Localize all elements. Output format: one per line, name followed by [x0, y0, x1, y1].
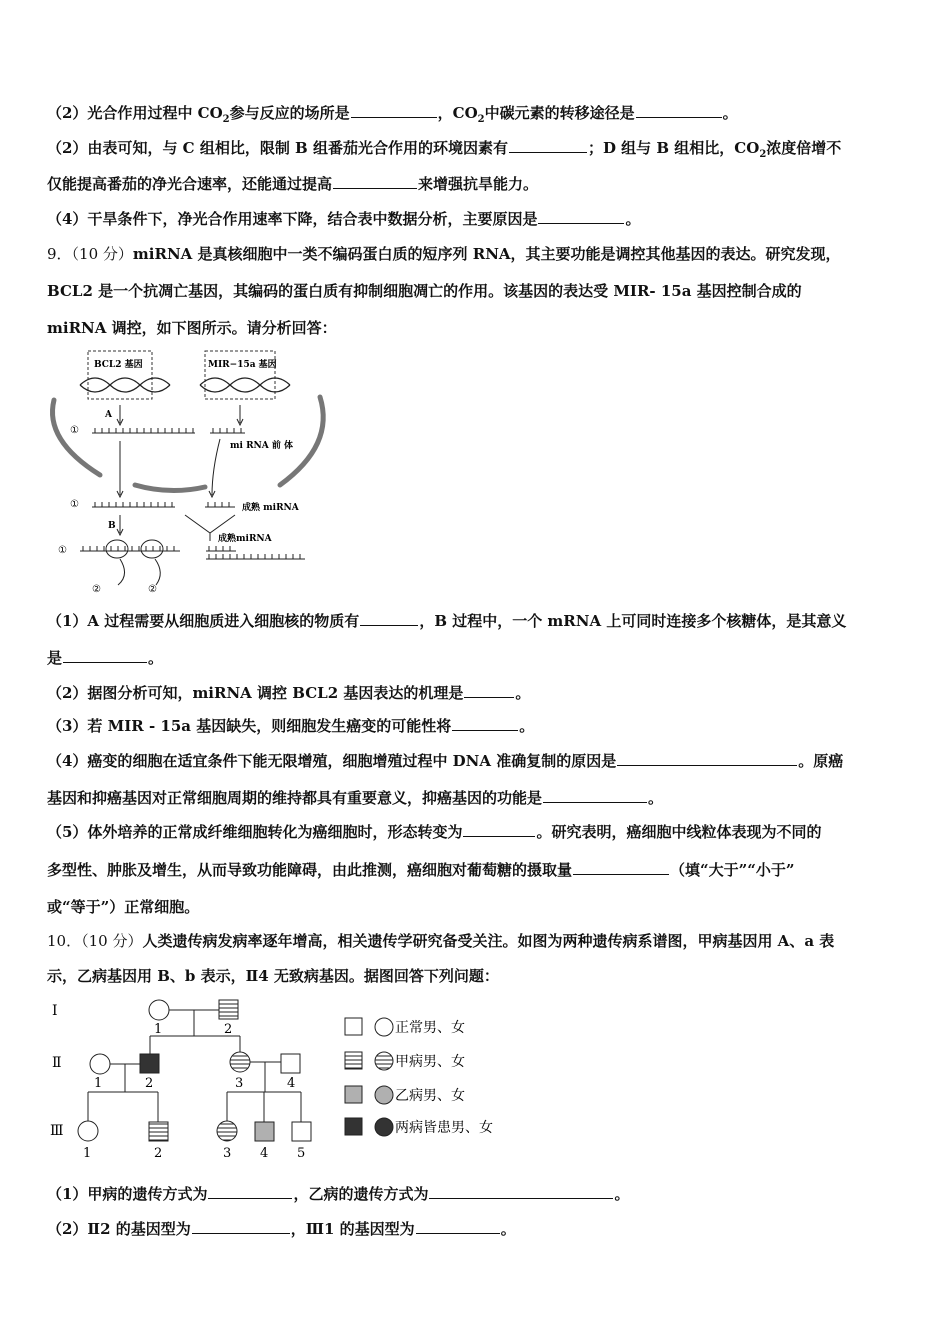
q9-s4-line-1	[47, 751, 843, 771]
answer-blank[interactable]	[509, 138, 587, 153]
arrow	[185, 515, 235, 533]
q8-line-1	[47, 103, 738, 130]
male-disease-b	[255, 1122, 274, 1141]
marker-1: ①	[58, 545, 67, 556]
individual-number: 4	[287, 1076, 296, 1091]
male-disease-a	[149, 1122, 168, 1141]
q8-line-3	[47, 174, 538, 194]
individual-number: 2	[224, 1022, 233, 1037]
q9-text: （1）A 过程需要从细胞质进入细胞核的物质有	[47, 612, 360, 630]
mature-ticks	[208, 502, 229, 507]
male-normal	[292, 1122, 311, 1141]
legend-female-normal	[375, 1018, 393, 1036]
q9-text: （2）据图分析可知，miRNA 调控 BCL2 基因表达的机理是	[47, 684, 464, 702]
q9-text: miRNA 是真核细胞中一类不编码蛋白质的短序列 RNA，其主要功能是调控其他基因的表达。研究发现，	[132, 245, 841, 263]
individual-number: 1	[94, 1076, 103, 1091]
q8-text: 中碳元素的转移途径是	[484, 104, 635, 122]
answer-blank[interactable]	[617, 751, 797, 766]
female-normal	[149, 1000, 169, 1020]
precursor-ticks	[213, 428, 241, 433]
question-number: 10．（10 分）	[47, 932, 143, 950]
individual-number: 3	[235, 1076, 244, 1091]
q8-text: ，CO	[437, 104, 478, 122]
legend-male-both	[345, 1118, 362, 1135]
q9-s5-line-2	[47, 860, 795, 880]
arrow	[212, 439, 220, 495]
q9-text: （5）体外培养的正常成纤维细胞转化为癌细胞时，形态转变为	[47, 823, 463, 841]
legend-normal-label: 正常男、女	[395, 1020, 465, 1036]
generation-label: Ⅲ	[50, 1123, 64, 1139]
mature-mirna-label-2: 成熟miRNA	[218, 534, 272, 544]
q10-text: ，乙病的遗传方式为	[293, 1185, 429, 1203]
answer-blank[interactable]	[360, 611, 418, 626]
q9-text: （填“大于”“小于”	[670, 861, 795, 879]
pedigree-chart	[40, 990, 530, 1165]
legend-disease-b-label: 乙病男、女	[395, 1088, 465, 1104]
q8-line-4	[47, 209, 640, 229]
dna-strand	[80, 378, 170, 392]
answer-blank[interactable]	[63, 648, 147, 663]
mrna-ticks	[95, 502, 172, 507]
individual-number: 5	[297, 1146, 306, 1161]
legend-male-normal	[345, 1018, 362, 1035]
mature-mirna-label: 成熟 miRNA	[242, 503, 299, 513]
generation-label: Ⅱ	[52, 1055, 62, 1071]
mrna-ticks	[83, 546, 174, 551]
q9-text: ，B 过程中，一个 mRNA 上可同时连接多个核糖体，是其意义	[419, 612, 847, 630]
q9-s5-line-1	[47, 822, 821, 842]
male-normal	[281, 1054, 300, 1073]
q8-text: ；D 组与 B 组相比，CO	[587, 139, 760, 157]
q9-s1-line-1	[47, 611, 846, 631]
answer-blank[interactable]	[416, 1219, 500, 1234]
answer-blank[interactable]	[464, 683, 514, 698]
answer-blank[interactable]	[192, 1219, 290, 1234]
q9-text: （4）癌变的细胞在适宜条件下能无限增殖，细胞增殖过程中 DNA 准确复制的原因是	[47, 752, 617, 770]
individual-number: 2	[154, 1146, 163, 1161]
q8-text: 参与反应的场所是	[229, 104, 350, 122]
legend-female-both	[375, 1118, 393, 1136]
answer-blank[interactable]	[543, 788, 647, 803]
q9-text: 。	[648, 789, 664, 807]
polypeptide	[118, 559, 125, 585]
q9-text: 基因和抑癌基因对正常细胞周期的维持都具有重要意义，抑癌基因的功能是	[47, 789, 543, 807]
q10-s2	[47, 1219, 516, 1239]
q9-intro-1	[47, 244, 841, 264]
marker-2: ②	[92, 584, 101, 595]
legend-both-label: 两病皆患男、女	[395, 1120, 493, 1136]
female-disease-a	[217, 1121, 237, 1141]
q8-text: 浓度倍增不	[766, 139, 842, 157]
q10-s1	[47, 1184, 629, 1204]
q9-s5-line-3	[47, 897, 199, 917]
label-b: B	[108, 521, 116, 531]
label-a: A	[105, 410, 112, 420]
answer-blank[interactable]	[538, 209, 624, 224]
q8-text: （2）光合作用过程中 CO	[47, 104, 223, 122]
bcl2-gene-label: BCL2 基因	[94, 360, 143, 370]
q9-s4-line-2	[47, 788, 663, 808]
q9-text: 。	[148, 649, 164, 667]
female-normal	[78, 1121, 98, 1141]
polypeptide	[155, 559, 160, 585]
marker-2: ②	[148, 584, 157, 595]
q10-text: （1）甲病的遗传方式为	[47, 1185, 208, 1203]
q8-text: 。	[722, 104, 738, 122]
q9-intro-3	[47, 318, 337, 338]
dna-strand	[200, 378, 290, 392]
q10-text: 示，乙病基因用 B、b 表示，Ⅱ4 无致病基因。据图回答下列问题：	[47, 967, 499, 985]
subscript: 2	[222, 114, 230, 125]
individual-number: 3	[223, 1146, 232, 1161]
q10-text: 。	[614, 1185, 630, 1203]
answer-blank[interactable]	[452, 716, 518, 731]
answer-blank[interactable]	[573, 860, 669, 875]
individual-number: 1	[83, 1146, 92, 1161]
generation-label: Ⅰ	[52, 1003, 58, 1019]
mirna-regulation-diagram	[40, 345, 340, 600]
q9-text: miRNA 调控，如下图所示。请分析回答：	[47, 319, 337, 337]
q9-text: 。原癌	[798, 752, 844, 770]
answer-blank[interactable]	[463, 822, 535, 837]
q9-text: 。	[515, 684, 531, 702]
legend-female-disease-b	[375, 1086, 393, 1104]
legend-male-disease-a	[345, 1052, 362, 1069]
legend-female-disease-a	[375, 1052, 393, 1070]
q8-text: 来增强抗旱能力。	[418, 175, 539, 193]
q8-text: （4）干旱条件下，净光合作用速率下降，结合表中数据分析，主要原因是	[47, 210, 538, 228]
female-normal	[90, 1054, 110, 1074]
q9-text: 。	[519, 717, 535, 735]
q10-text: ，Ⅲ1 的基因型为	[290, 1220, 415, 1238]
individual-number: 4	[260, 1146, 269, 1161]
q9-text: 。研究表明，癌细胞中线粒体表现为不同的	[536, 823, 822, 841]
q9-s3	[47, 716, 534, 736]
nuclear-envelope	[52, 400, 100, 475]
subscript: 2	[477, 114, 485, 125]
q8-text: 仅能提高番茄的净光合速率，还能通过提高	[47, 175, 333, 193]
q10-text: 。	[500, 1220, 516, 1238]
answer-blank[interactable]	[208, 1184, 292, 1199]
marker-1: ①	[70, 499, 79, 510]
nuclear-envelope	[135, 485, 205, 491]
marker-1: ①	[70, 425, 79, 436]
mature-ticks	[209, 546, 230, 551]
mrna-ticks	[209, 554, 300, 559]
q9-text: 是	[47, 649, 63, 667]
q8-text: （2）由表可知，与 C 组相比，限制 B 组番茄光合作用的环境因素有	[47, 139, 508, 157]
q9-text: （3）若 MIR - 15a 基因缺失，则细胞发生癌变的可能性将	[47, 717, 452, 735]
dna-strand	[80, 378, 170, 392]
answer-blank[interactable]	[429, 1184, 613, 1199]
q9-text: 或“等于”）正常细胞。	[47, 898, 200, 916]
dna-strand	[200, 378, 290, 392]
female-disease-a	[230, 1052, 250, 1072]
mir-gene-label: MIR−15a 基因	[208, 360, 277, 370]
q10-text: 人类遗传病发病率逐年增高，相关遗传学研究备受关注。如图为两种遗传病系谱图，甲病基因用 A、a 表	[142, 932, 835, 950]
individual-number: 2	[145, 1076, 154, 1091]
answer-blank[interactable]	[636, 103, 722, 118]
mirna-precursor-label: mi RNA 前 体	[230, 441, 294, 451]
q9-text: 多型性、肿胀及增生，从而导致功能障碍，由此推测，癌细胞对葡萄糖的摄取量	[47, 861, 573, 879]
legend-disease-a-label: 甲病男、女	[395, 1054, 465, 1070]
q10-text: （2）Ⅱ2 的基因型为	[47, 1220, 191, 1238]
q9-s2	[47, 683, 530, 703]
question-number: 9．（10 分）	[47, 245, 133, 263]
male-both-diseases	[140, 1054, 159, 1073]
legend-male-disease-b	[345, 1086, 362, 1103]
male-disease-a	[219, 1000, 238, 1019]
answer-blank[interactable]	[351, 103, 437, 118]
q8-text: 。	[625, 210, 641, 228]
answer-blank[interactable]	[333, 174, 417, 189]
q8-line-2	[47, 138, 841, 165]
q10-intro-1	[47, 931, 834, 951]
q9-text: BCL2 是一个抗凋亡基因，其编码的蛋白质有抑制细胞凋亡的作用。该基因的表达受 MIR- 15a 基因控制合成的	[47, 282, 802, 300]
q9-intro-2	[47, 281, 802, 301]
mrna-ticks	[95, 428, 193, 433]
individual-number: 1	[154, 1022, 163, 1037]
q9-s1-line-2	[47, 648, 163, 668]
subscript: 2	[759, 149, 767, 160]
q10-intro-2	[47, 966, 499, 986]
